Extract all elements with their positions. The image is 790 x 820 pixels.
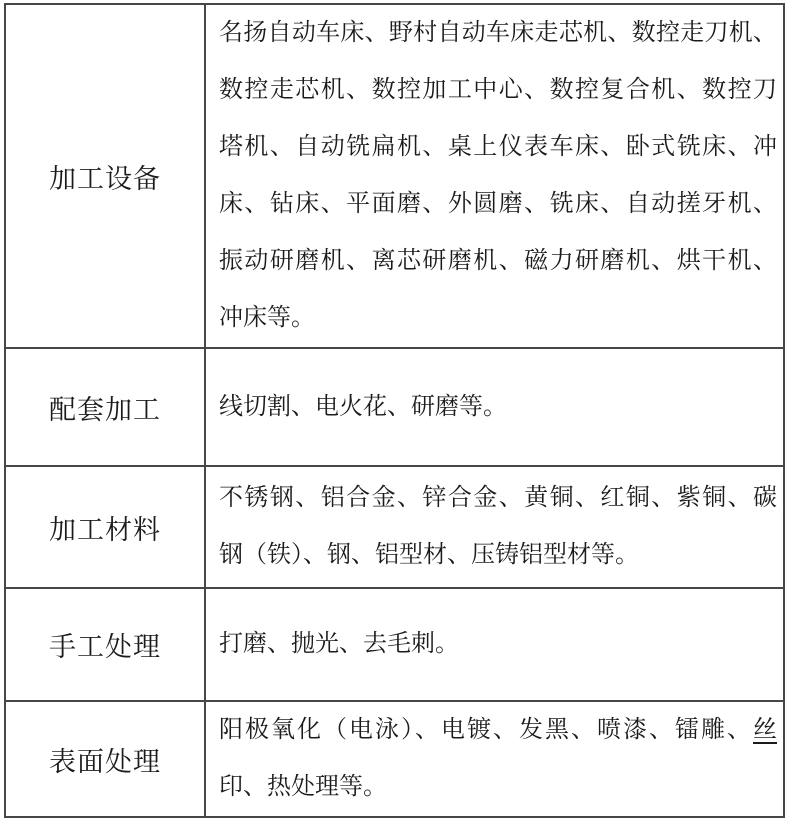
row-label: 配套加工 xyxy=(5,348,205,466)
table-row xyxy=(5,701,784,817)
content-line: 打磨、抛光、去毛刺。 xyxy=(219,631,459,657)
row-content xyxy=(205,588,784,701)
row-content xyxy=(205,466,784,588)
content-line: 线切割、电火花、研磨等。 xyxy=(219,393,507,420)
content-line: 振动研磨机、离芯研磨机、磁力研磨机、烘干机、 xyxy=(219,248,777,274)
row-content xyxy=(205,348,784,466)
table-row xyxy=(5,4,784,348)
spec-table-body xyxy=(5,4,784,817)
content-line: 印、热处理等。 xyxy=(219,774,387,800)
content-line: 钢（铁）、钢、铝型材、压铸铝型材等。 xyxy=(219,542,639,568)
row-content xyxy=(205,4,784,348)
row-content xyxy=(205,701,784,817)
content-line: 冲床等。 xyxy=(219,305,315,331)
table-row xyxy=(5,588,784,701)
content-line: 数控走芯机、数控加工中心、数控复合机、数控刀 xyxy=(219,77,777,103)
row-label: 加工材料 xyxy=(5,466,205,588)
table-row xyxy=(5,466,784,588)
content-line: 名扬自动车床、野村自动车床走芯机、数控走刀机、 xyxy=(219,20,777,46)
content-line: 床、钻床、平面磨、外圆磨、铣床、自动搓牙机、 xyxy=(219,191,777,217)
table-row xyxy=(5,348,784,466)
row-label: 手工处理 xyxy=(5,588,205,701)
row-label: 加工设备 xyxy=(5,4,205,348)
row-label: 表面处理 xyxy=(5,701,205,817)
content-line: 塔机、自动铣扁机、桌上仪表车床、卧式铣床、冲 xyxy=(219,134,777,160)
content-line: 阳极氧化（电泳）、电镀、发黑、喷漆、镭雕、丝 xyxy=(219,717,777,743)
content-line: 不锈钢、铝合金、锌合金、黄铜、红铜、紫铜、碳 xyxy=(219,485,777,511)
spec-table xyxy=(4,3,785,818)
underlined-char: 丝 xyxy=(753,717,777,743)
